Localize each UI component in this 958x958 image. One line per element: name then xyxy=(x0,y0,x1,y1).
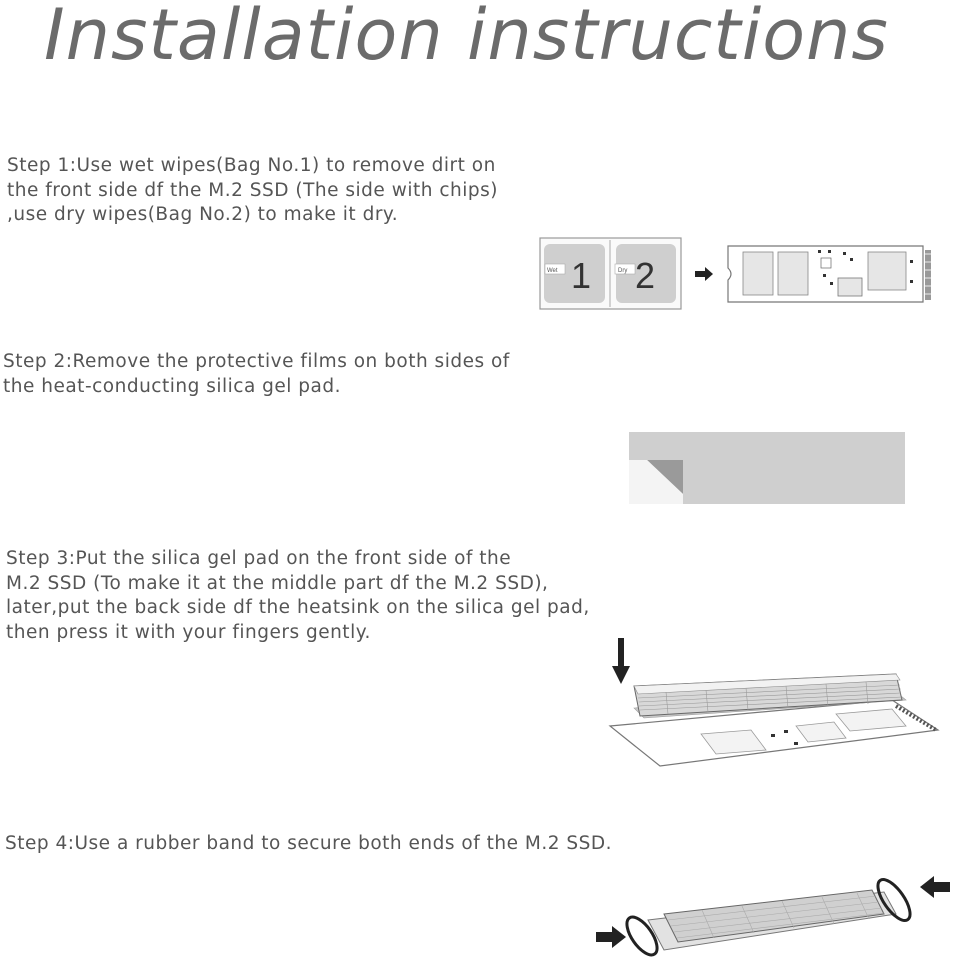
step-1-line-1: Step 1:Use wet wipes(Bag No.1) to remove dirt on xyxy=(7,155,496,176)
step-4-line-1: Step 4:Use a rubber band to secure both ends of the M.2 SSD. xyxy=(5,833,612,854)
wet-number: 1 xyxy=(571,255,592,296)
silica-gel-pad-illustration xyxy=(629,432,905,504)
step-1-illustration xyxy=(538,236,938,314)
step-1-line-3: ,use dry wipes(Bag No.2) to make it dry. xyxy=(7,204,399,225)
step-2-line-2: the heat-conducting silica gel pad. xyxy=(3,375,342,397)
step-2-line-1: Step 2:Remove the protective films on both sides of xyxy=(3,351,510,372)
step-3-line-3: later,put the back side df the heatsink on the silica gel pad, xyxy=(6,597,590,618)
left-arrow-icon xyxy=(920,876,950,898)
rubber-band-illustration xyxy=(592,870,954,958)
step-3-line-2: M.2 SSD (To make it at the middle part df the M.2 SSD), xyxy=(6,572,549,594)
step-4-text xyxy=(5,832,612,857)
step-1-text xyxy=(7,154,498,228)
wet-label: Wet xyxy=(547,268,558,274)
step-3-text xyxy=(6,547,590,645)
dry-label: Dry xyxy=(618,268,628,274)
step-3-line-1: Step 3:Put the silica gel pad on the front side of the xyxy=(6,548,512,569)
m2-ssd-board xyxy=(728,246,931,302)
dry-number: 2 xyxy=(635,255,656,296)
down-arrow-icon xyxy=(612,638,630,684)
step-3-line-4: then press it with your fingers gently. xyxy=(6,621,371,643)
step-1-line-2: the front side df the M.2 SSD (The side with chips) xyxy=(7,179,498,201)
step-2-text xyxy=(3,350,510,399)
page-title: Installation instructions xyxy=(44,0,889,76)
right-arrow-icon xyxy=(596,926,626,948)
right-arrow-icon xyxy=(695,267,713,281)
heatsink-mounting-illustration xyxy=(606,634,944,774)
